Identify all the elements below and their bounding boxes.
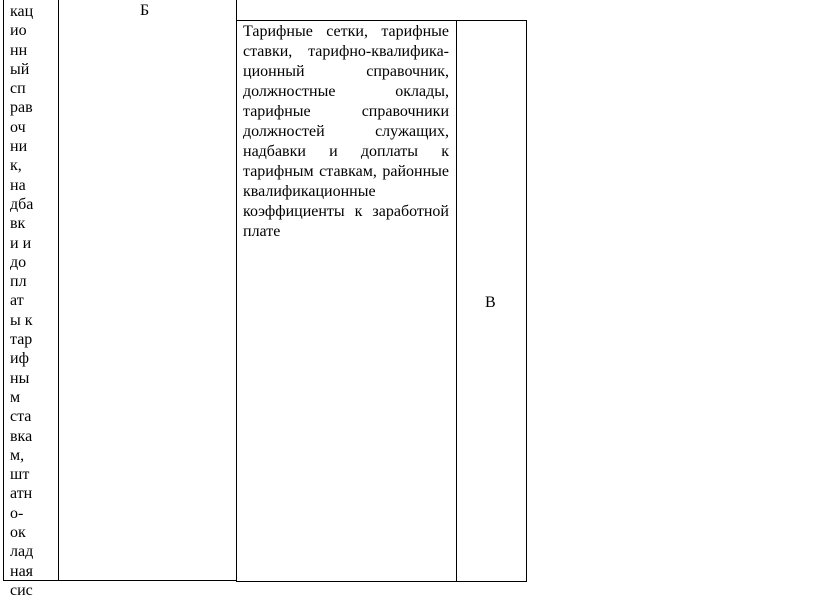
right-table-description: Тарифные сетки, тарифные ставки, тарифно-квалифика-ционный справочник, должностные оклады, тарифные справочники должностей служащих, надбавки и доплаты к тарифным ставкам, районные квалификационные коэффициенты к заработной плате [243, 23, 449, 240]
right-table-marker-v: В [485, 294, 496, 311]
left-table-header-b: Б [140, 2, 150, 19]
left-table [3, 0, 237, 599]
right-table [236, 20, 527, 582]
right-table-column-divider [456, 21, 457, 581]
left-table-column-divider [58, 0, 59, 580]
left-table-wrapped-text: кац ио нн ый сп рав оч ни к, на дба вк и и до пл ат ы к тар иф ны м ста вка м, шт атн о- ок лад ная сис [10, 3, 34, 599]
